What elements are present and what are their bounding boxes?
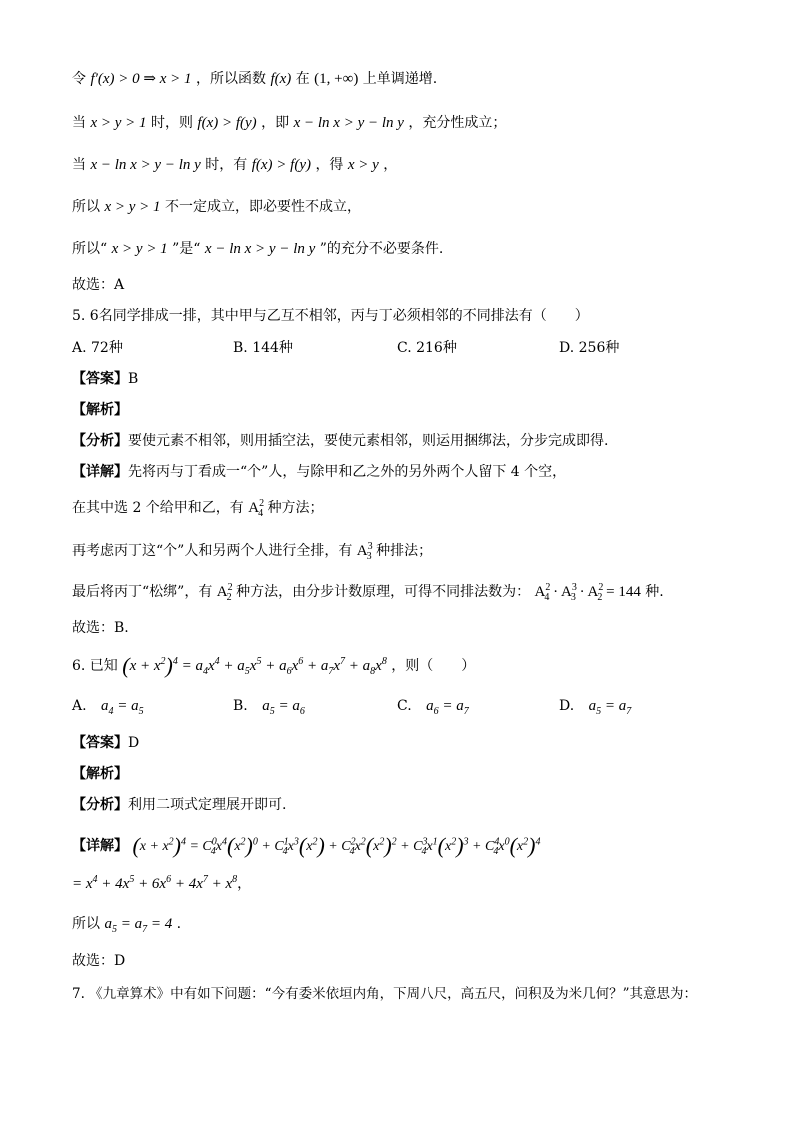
question-6-stem bbox=[72, 653, 476, 678]
option-label: C. bbox=[397, 698, 412, 714]
math-product: $A^2_4 \cdot A^3_3 \cdot A^2_2 = 144$ bbox=[534, 582, 641, 603]
math-expanded: = $x^4 + 4x^5 + 6x^6 + 4x^7 + x^8$ bbox=[72, 874, 238, 892]
math-conclusion: $a_5 = a_7 = 4$ bbox=[104, 916, 173, 935]
answer-choice-line: 故选：A bbox=[72, 277, 125, 293]
option-label: D. bbox=[559, 698, 575, 714]
text: 再考虑丙丁这“个”人和另两个人进行全排，有 bbox=[72, 543, 353, 559]
xiangjie-text: 先将丙与丁看成一“个”人，与除甲和乙之外的另外两个人留下 4 个空， bbox=[128, 464, 567, 480]
text: 当 bbox=[72, 157, 86, 173]
math-arrangement: $A^3_3$ bbox=[356, 541, 373, 562]
q6-fenxi bbox=[72, 795, 286, 815]
option-label: B. bbox=[233, 698, 248, 714]
math-expr: x − ln x > y − ln y bbox=[204, 241, 316, 257]
q6-expansion-result: = $x^4 + 4x^5 + 6x^6 + 4x^7 + x^8$， bbox=[72, 874, 252, 892]
math-expr: x > y bbox=[347, 157, 379, 173]
q5-answer bbox=[72, 369, 138, 389]
q5-xiangjie bbox=[72, 462, 566, 482]
q5-detail-line-4 bbox=[72, 582, 664, 602]
text-line-3 bbox=[72, 155, 397, 175]
text: 上单调递增. bbox=[362, 71, 438, 87]
text-line-1 bbox=[72, 69, 437, 89]
text: 在 bbox=[295, 71, 310, 87]
text: 种方法； bbox=[267, 500, 324, 516]
math-interval: (1, +∞) bbox=[314, 71, 359, 87]
q6-option-d bbox=[559, 696, 631, 716]
q6-conclusion bbox=[72, 914, 181, 934]
option-label: A. bbox=[72, 698, 87, 714]
math-fx: f(x) bbox=[270, 71, 292, 87]
answer-value: B bbox=[128, 371, 139, 387]
text: 种排法； bbox=[376, 543, 433, 559]
answer-value: D bbox=[128, 735, 140, 751]
math-option: $a_5 = a_6$ bbox=[262, 698, 305, 717]
text: 时，则 bbox=[150, 115, 193, 131]
q5-option-d: D. 256种 bbox=[559, 340, 620, 356]
math-expr: x > y > 1 bbox=[90, 115, 147, 131]
question-7-stem: 7. 《九章算术》中有如下问题：“今有委米依垣内角，下周八尺，高五尺，问积及为米几何？”其意思为： bbox=[72, 986, 697, 1002]
text: ， bbox=[383, 157, 398, 173]
text: 不一定成立，即必要性不成立， bbox=[164, 199, 361, 215]
math-binomial-expansion: $(x + x^2)^4 = a_4x^4 + a_5x^5 + a_6x^6 + a_7x^7 + a_8x^8$ bbox=[122, 653, 387, 678]
q6-guxuan: 故选：D bbox=[72, 953, 126, 969]
q5-guxuan: 故选：B. bbox=[72, 620, 129, 636]
text: 6. 已知 bbox=[72, 658, 118, 674]
text: ，则（ ） bbox=[391, 658, 476, 674]
text: . bbox=[176, 916, 182, 932]
text: ，即 bbox=[261, 115, 290, 131]
text: 所以 bbox=[72, 916, 100, 932]
math-option: $a_4 = a_5$ bbox=[101, 698, 144, 717]
math-derivative-condition: f′(x) > 0 ⇒ x > 1 bbox=[90, 71, 192, 87]
math-arrangement: $A^2_4$ bbox=[248, 498, 265, 519]
text-line-5 bbox=[72, 239, 443, 259]
math-binomial-terms: $(x + x^2)^4 = C^0_4x^4(x^2)^0 + C^1_4x^3(x^2) + C^2_4x^2(x^2)^2 + C^3_4x^1(x^2)^3 + C^4_4x^0(x^2)^4$ bbox=[132, 833, 541, 858]
q6-xiangjie bbox=[72, 833, 541, 858]
fenxi-text: 利用二项式定理展开即可. bbox=[128, 797, 287, 813]
math-arrangement: $A^2_2$ bbox=[216, 582, 233, 603]
text: 当 bbox=[72, 115, 86, 131]
math-option: $a_6 = a_7$ bbox=[426, 698, 469, 717]
fenxi-tag: 【分析】 bbox=[72, 797, 128, 813]
q6-option-b bbox=[233, 696, 305, 716]
q5-jiexi bbox=[72, 400, 128, 420]
xiangjie-tag: 【详解】 bbox=[72, 464, 128, 480]
text: 时，有 bbox=[205, 157, 248, 173]
q5-option-a: A. 72种 bbox=[72, 340, 123, 356]
text: 所以 bbox=[72, 199, 100, 215]
text-line-4 bbox=[72, 197, 361, 217]
text: ，充分性成立； bbox=[408, 115, 507, 131]
text: ，得 bbox=[315, 157, 344, 173]
jiexi-tag: 【解析】 bbox=[72, 402, 128, 418]
math-expr: x − ln x > y − ln y bbox=[90, 157, 201, 173]
text: 种方法，由分步计数原理，可得不同排法数为： bbox=[236, 584, 531, 600]
q6-answer bbox=[72, 733, 139, 753]
math-expr: x > y > 1 bbox=[104, 199, 161, 215]
fenxi-tag: 【分析】 bbox=[72, 433, 128, 449]
q6-jiexi bbox=[72, 764, 128, 784]
text: ”是“ bbox=[172, 241, 201, 257]
text: 所以“ bbox=[72, 241, 108, 257]
q5-option-b: B. 144种 bbox=[233, 340, 293, 356]
q5-fenxi bbox=[72, 431, 608, 451]
value: 4 bbox=[164, 916, 173, 932]
q5-option-c: C. 216种 bbox=[397, 340, 457, 356]
answer-tag: 【答案】 bbox=[72, 371, 128, 387]
text: 令 bbox=[72, 71, 86, 87]
q5-detail-line-2 bbox=[72, 498, 324, 518]
q6-option-a bbox=[72, 696, 144, 716]
answer-tag: 【答案】 bbox=[72, 735, 128, 751]
question-5-stem: 5. 6名同学排成一排，其中甲与乙互不相邻，丙与丁必须相邻的不同排法有（ ） bbox=[72, 308, 589, 324]
fenxi-text: 要使元素不相邻，则用插空法，要使元素相邻，则运用捆绑法，分步完成即得. bbox=[128, 433, 609, 449]
math-expr: x > y > 1 bbox=[111, 241, 168, 257]
math-expr: f(x) > f(y) bbox=[197, 115, 257, 131]
q5-detail-line-3 bbox=[72, 541, 432, 561]
text: ”的充分不必要条件. bbox=[319, 241, 444, 257]
jiexi-tag: 【解析】 bbox=[72, 766, 128, 782]
text: 在其中选 2 个给甲和乙，有 bbox=[72, 500, 244, 516]
text: 最后将丙丁“松绑”，有 bbox=[72, 584, 213, 600]
q6-option-c bbox=[397, 696, 469, 716]
math-expr: x − ln x > y − ln y bbox=[293, 115, 404, 131]
result-value: 144 bbox=[618, 584, 641, 600]
text: ，所以函数 bbox=[195, 71, 266, 87]
xiangjie-tag: 【详解】 bbox=[72, 838, 128, 854]
text-line-2 bbox=[72, 113, 506, 133]
math-option: $a_5 = a_7$ bbox=[588, 698, 632, 717]
math-expr: f(x) > f(y) bbox=[251, 157, 311, 173]
text: 种. bbox=[645, 584, 664, 600]
